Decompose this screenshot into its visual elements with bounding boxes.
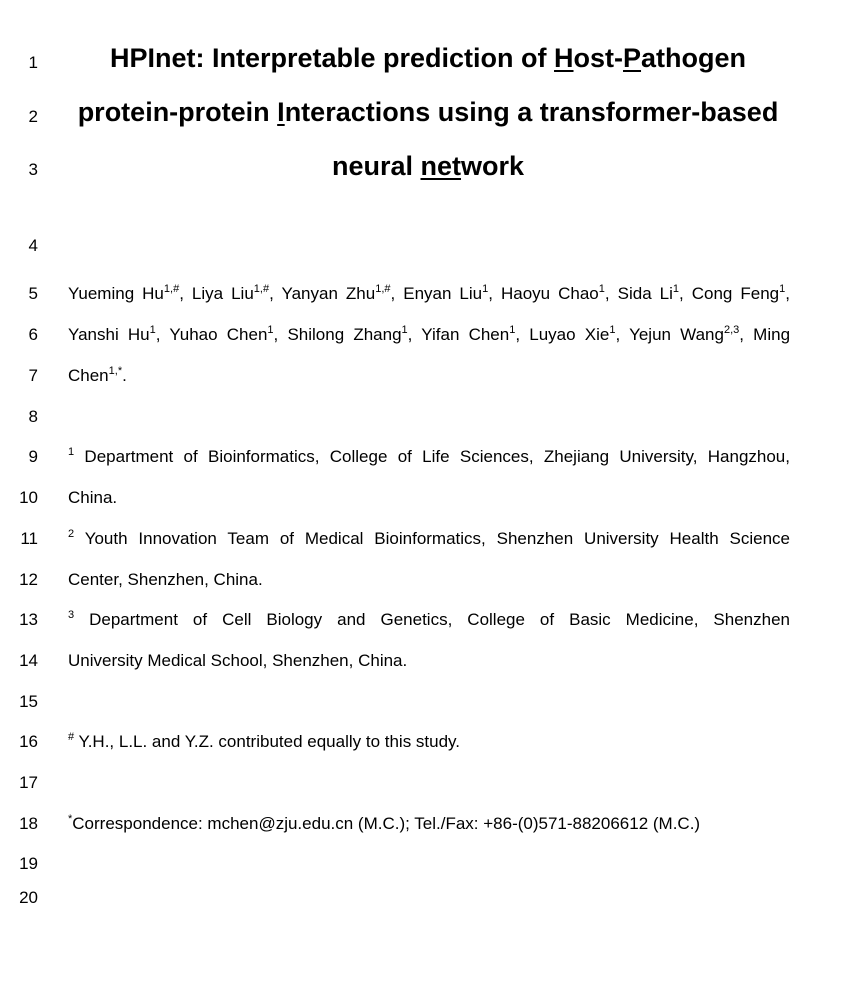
affiliation-3-line-2: University Medical School, Shenzhen, China. [68, 651, 408, 670]
author-name: Haoyu Chao [500, 284, 599, 303]
author-list-line-1: Yueming $Hu^{1,\#}$, Liya Liu$^{1,\#}$, Yanyan Zhu$^{1,\#}$, Enyan Liu$^1$, Haoyu Chao$^1$, Sida Li$^1$, Cong Feng$^1$, [68, 283, 790, 303]
line-number: 14 [19, 651, 38, 670]
author-name: Yanyan Zhu [281, 284, 376, 303]
line-number: 7 [28, 366, 38, 385]
title-underline-p: P [623, 43, 642, 73]
line-number: 6 [28, 325, 38, 344]
affiliation-2-line-2: Center, Shenzhen, China. [68, 570, 263, 589]
line-number: 1 [28, 53, 38, 72]
author-name: Cong Feng [691, 284, 780, 303]
title-underline-net: net [420, 151, 461, 181]
title-underline-h: H [554, 43, 574, 73]
paper-title-line-2: protein-protein Interactions using a transformer-based [77, 97, 779, 127]
author-name: Enyan Liu [403, 284, 483, 303]
correspondence-note: *Correspondence: mchen@zju.edu.cn (M.C.); Tel./Fax: +86-(0)571-88206612 (M.C.) [68, 813, 701, 833]
author-name: Yanshi Hu [68, 325, 150, 344]
author-name: Shilong Zhang [287, 325, 402, 344]
line-number: 13 [19, 610, 38, 629]
author-name: Luyao Xie [529, 325, 610, 344]
line-number: 15 [19, 692, 38, 711]
line-number: 17 [19, 773, 38, 792]
affiliation-3-line-1: $^3$ Department of Cell Biology and Genetics, College of Basic Medicine, Shenzhen [68, 609, 790, 629]
author-name: Liya Liu [191, 284, 254, 303]
author-list-line-3: Chen$^{1,*}$. [68, 365, 127, 385]
author-name: Yueming Hu [68, 284, 164, 303]
line-number: 4 [28, 236, 38, 255]
line-number: 5 [28, 284, 38, 303]
affiliation-1-line-2: China. [68, 488, 118, 507]
line-number: 11 [20, 529, 38, 548]
line-number: 18 [19, 814, 38, 833]
author-name: Ming [753, 325, 791, 344]
line-number: 3 [28, 160, 38, 179]
paper-title-line-3: neural network [331, 151, 525, 181]
line-number: 12 [19, 570, 38, 589]
author-name: Yifan Chen [421, 325, 510, 344]
line-number: 2 [28, 107, 38, 126]
author-list-line-2: Yanshi Hu$^1$, Yuhao Chen$^1$, Shilong Zhang$^1$, Yifan Chen$^1$, Luyao Xie$^1$, Yejun Wang$^{2,3}$, Ming [68, 324, 791, 344]
line-number: 20 [19, 888, 38, 907]
author-name: Yejun Wang [629, 325, 724, 344]
affiliation-1-line-1: $^1$ Department of Bioinformatics, College of Life Sciences, Zhejiang University, Hangzhou, [68, 446, 790, 466]
author-name: Chen [68, 366, 109, 385]
line-number: 16 [19, 732, 38, 751]
author-name: Yuhao Chen [169, 325, 268, 344]
equal-contribution-note: # Y.H., L.L. and Y.Z. contributed equally to this study. [68, 731, 461, 751]
paper-title-line-1: HPInet: Interpretable prediction of Host-Pathogen [109, 43, 747, 73]
line-number: 9 [28, 447, 38, 466]
line-number: 10 [19, 488, 38, 507]
line-number: 8 [28, 407, 38, 426]
title-underline-i: I [277, 97, 285, 127]
line-number: 19 [19, 854, 38, 873]
affiliation-2-line-1: $^2$ Youth Innovation Team of Medical Bioinformatics, Shenzhen University Health Science [68, 528, 791, 548]
author-name: Sida Li [617, 284, 673, 303]
